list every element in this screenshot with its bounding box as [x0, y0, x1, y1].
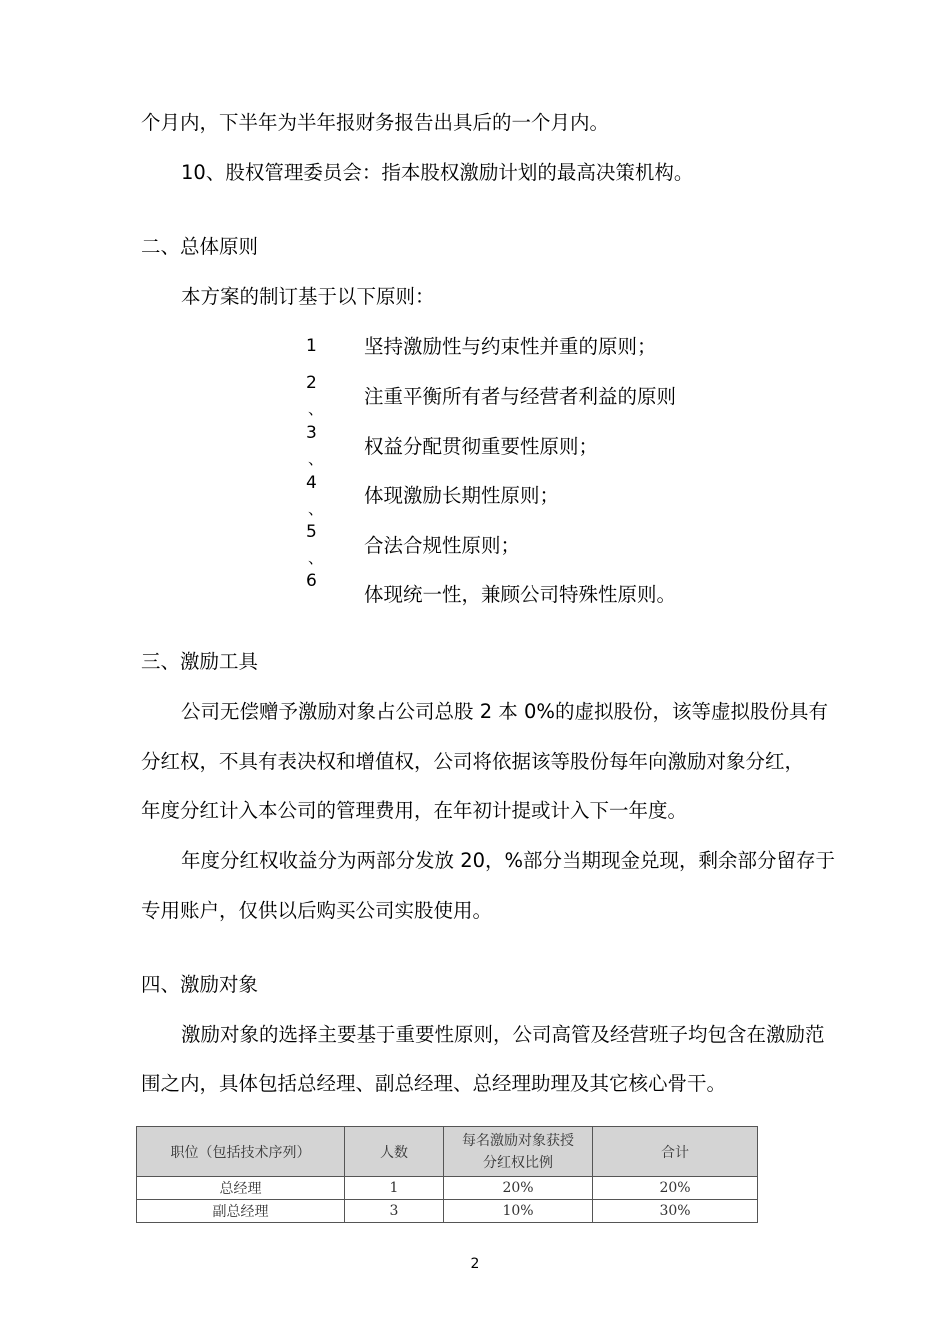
table-row — [137, 1200, 758, 1223]
cell-ratio: 20% — [444, 1177, 593, 1200]
principles-intro: 本方案的制订基于以下原则： — [181, 285, 435, 308]
cell-count: 3 — [345, 1200, 444, 1223]
principle-number: 1 — [306, 336, 317, 356]
page-number: 2 — [470, 1256, 480, 1272]
cell-ratio: 10% — [444, 1200, 593, 1223]
section-heading-3: 三、激励工具 — [141, 650, 259, 673]
principle-item: 坚持激励性与约束性并重的原则； — [364, 335, 657, 358]
principle-item: 体现统一性，兼顾公司特殊性原则。 — [364, 583, 677, 606]
header-ratio — [444, 1127, 593, 1177]
incentive-table — [136, 1126, 758, 1223]
cell-position: 副总经理 — [137, 1200, 345, 1223]
principle-separator: 、 — [308, 549, 324, 567]
section-heading-2: 二、总体原则 — [141, 235, 259, 258]
section3-line: 年度分红计入本公司的管理费用，在年初计提或计入下一年度。 — [141, 799, 688, 822]
cell-position: 总经理 — [137, 1177, 345, 1200]
table-row — [137, 1177, 758, 1200]
header-count: 人数 — [345, 1127, 444, 1177]
principle-item: 合法合规性原则； — [364, 534, 521, 557]
section3-line: 公司无偿赠予激励对象占公司总股 2 本 0%的虚拟股份，该等虚拟股份具有 — [181, 700, 828, 723]
principle-item: 权益分配贯彻重要性原则； — [364, 435, 599, 458]
principle-separator: 、 — [308, 400, 324, 418]
principle-separator: 、 — [308, 500, 324, 518]
principle-number: 6 — [306, 571, 317, 591]
header-ratio-line1: 每名激励对象获授 — [462, 1132, 574, 1149]
section4-line: 围之内，具体包括总经理、副总经理、总经理助理及其它核心骨干。 — [141, 1072, 727, 1095]
header-position: 职位（包括技术序列） — [137, 1127, 345, 1177]
principle-number: 2 — [306, 373, 317, 393]
section3-line: 分红权，不具有表决权和增值权，公司将依据该等股份每年向激励对象分红， — [141, 750, 805, 773]
section3-line: 专用账户，仅供以后购买公司实股使用。 — [141, 899, 493, 922]
principle-item: 体现激励长期性原则； — [364, 484, 560, 507]
section-heading-4: 四、激励对象 — [141, 973, 259, 996]
principle-separator: 、 — [308, 450, 324, 468]
principle-item: 注重平衡所有者与经营者利益的原则 — [364, 385, 677, 408]
principle-number: 3 — [306, 423, 317, 443]
table-header-row — [137, 1127, 758, 1177]
section3-line: 年度分红权收益分为两部分发放 20，%部分当期现金兑现，剩余部分留存于 — [181, 849, 836, 872]
cell-total: 30% — [593, 1200, 758, 1223]
header-ratio-line2: 分红权比例 — [483, 1154, 553, 1171]
paragraph-continuation: 个月内，下半年为半年报财务报告出具后的一个月内。 — [141, 111, 610, 134]
cell-total: 20% — [593, 1177, 758, 1200]
header-total: 合计 — [593, 1127, 758, 1177]
principle-number: 5 — [306, 522, 317, 542]
cell-count: 1 — [345, 1177, 444, 1200]
section4-line: 激励对象的选择主要基于重要性原则，公司高管及经营班子均包含在激励范 — [181, 1023, 825, 1046]
definition-10: 10、股权管理委员会：指本股权激励计划的最高决策机构。 — [181, 161, 694, 184]
principle-number: 4 — [306, 473, 317, 493]
